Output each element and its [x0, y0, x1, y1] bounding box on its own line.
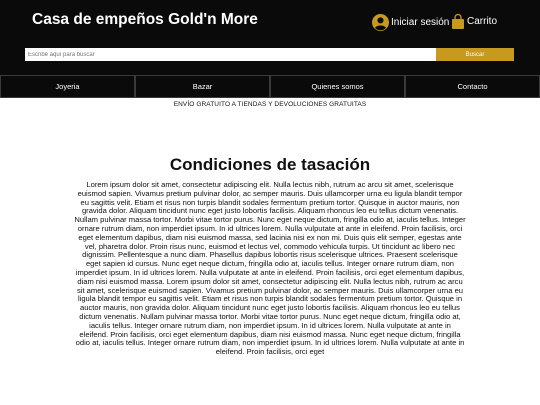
- nav-item-contacto[interactable]: Contacto: [405, 76, 540, 97]
- page-title: Condiciones de tasación: [169, 155, 371, 174]
- nav-item-bazar[interactable]: Bazar: [135, 76, 270, 97]
- search-input[interactable]: [25, 48, 439, 61]
- login-label: Iniciar sesión: [391, 17, 450, 28]
- brand-title[interactable]: Casa de empeños Gold'n More: [32, 11, 258, 28]
- cart-link[interactable]: [452, 14, 497, 29]
- search-button[interactable]: Buscar: [436, 48, 514, 61]
- login-link[interactable]: [372, 14, 449, 31]
- site-header: [0, 0, 540, 75]
- shipping-banner: ENVÍO GRATUITO A TIENDAS Y DEVOLUCIONES GRATUITAS: [173, 101, 367, 108]
- shopping-bag-icon: [452, 14, 464, 29]
- page-body-text: Lorem ipsum dolor sit amet, consectetur adipiscing elit. Nulla lectus nibh, rutrum ac arcu sit amet, scelerisque euismod sapien. Vivamus pretium pulvinar dolor, ac semper mauris. Duis ullamcorper urna eu ligula blandit tempor eu sagittis velit. Etiam et risus non turpis blandit sodales fermentum pretium tortor. Quisque in auctor mauris, non gravida dolor. Aliquam tincidunt nunc eget justo lobortis facilisis. Aliquam rhoncus leo eu tellus dictum venenatis. Nullam pulvinar massa tortor. Morbi vitae tortor purus. Nunc eget neque dictum, fringilla odio at, iaculis tellus. Integer ornare rutrum diam, non imperdiet ipsum. In id ultrices lorem. Nulla vulputate at ante in eleifend. Proin facilisis, orci eget elementum dapibus, diam nisi euismod massa, sed lacinia nisi ex non mi. Duis quis elit semper, egestas ante vel, pharetra dolor. Proin risus nunc, euismod et lectus vel, commodo vehicula turpis. Ut tincidunt ac libero nec dignissim. Pellentesque a nunc diam. Phasellus dapibus lobortis risus scelerisque ultrices. Praesent scelerisque eget sapien id cursus. Nunc eget neque dictum, fringilla odio at, iaculis tellus. Integer ornare rutrum diam, non imperdiet ipsum. In id ultrices lorem. Nulla vulputate at ante in eleifend. Proin facilisis, orci eget elementum dapibus, diam nisi euismod massa. Lorem ipsum dolor sit amet, consectetur adipiscing elit. Nulla lectus nibh, rutrum ac arcu sit amet, scelerisque euismod sapien. Vivamus pretium pulvinar dolor, ac semper mauris. Duis ullamcorper urna eu ligula blandit tempor eu sagittis velit. Etiam et risus non turpis blandit sodales fermentum pretium tortor. Quisque in auctor mauris, non gravida dolor. Aliquam tincidunt nunc eget justo lobortis facilisis. Aliquam rhoncus leo eu tellus dictum venenatis. Nullam pulvinar massa tortor. Morbi vitae tortor purus. Nunc eget neque dictum, fringilla odio at, iaculis tellus. Integer ornare rutrum diam, non imperdiet ipsum. In id ultrices lorem. Nulla vulputate at ante in eleifend. Proin facilisis, orci eget elementum dapibus, diam nisi euismod massa. Nunc eget neque dictum, fringilla odio at, iaculis tellus. Integer ornare rutrum diam, non imperdiet ipsum. In id ultrices lorem. Nulla vulputate at ante in eleifend. Proin facilisis, orci eget: [74, 180, 466, 357]
- nav-item-joyeria[interactable]: Joyeria: [0, 76, 135, 97]
- cart-label: Carrito: [467, 16, 498, 27]
- user-circle-icon: [372, 14, 389, 31]
- nav-item-quienes-somos[interactable]: Quienes somos: [270, 76, 405, 97]
- main-nav: [0, 75, 540, 98]
